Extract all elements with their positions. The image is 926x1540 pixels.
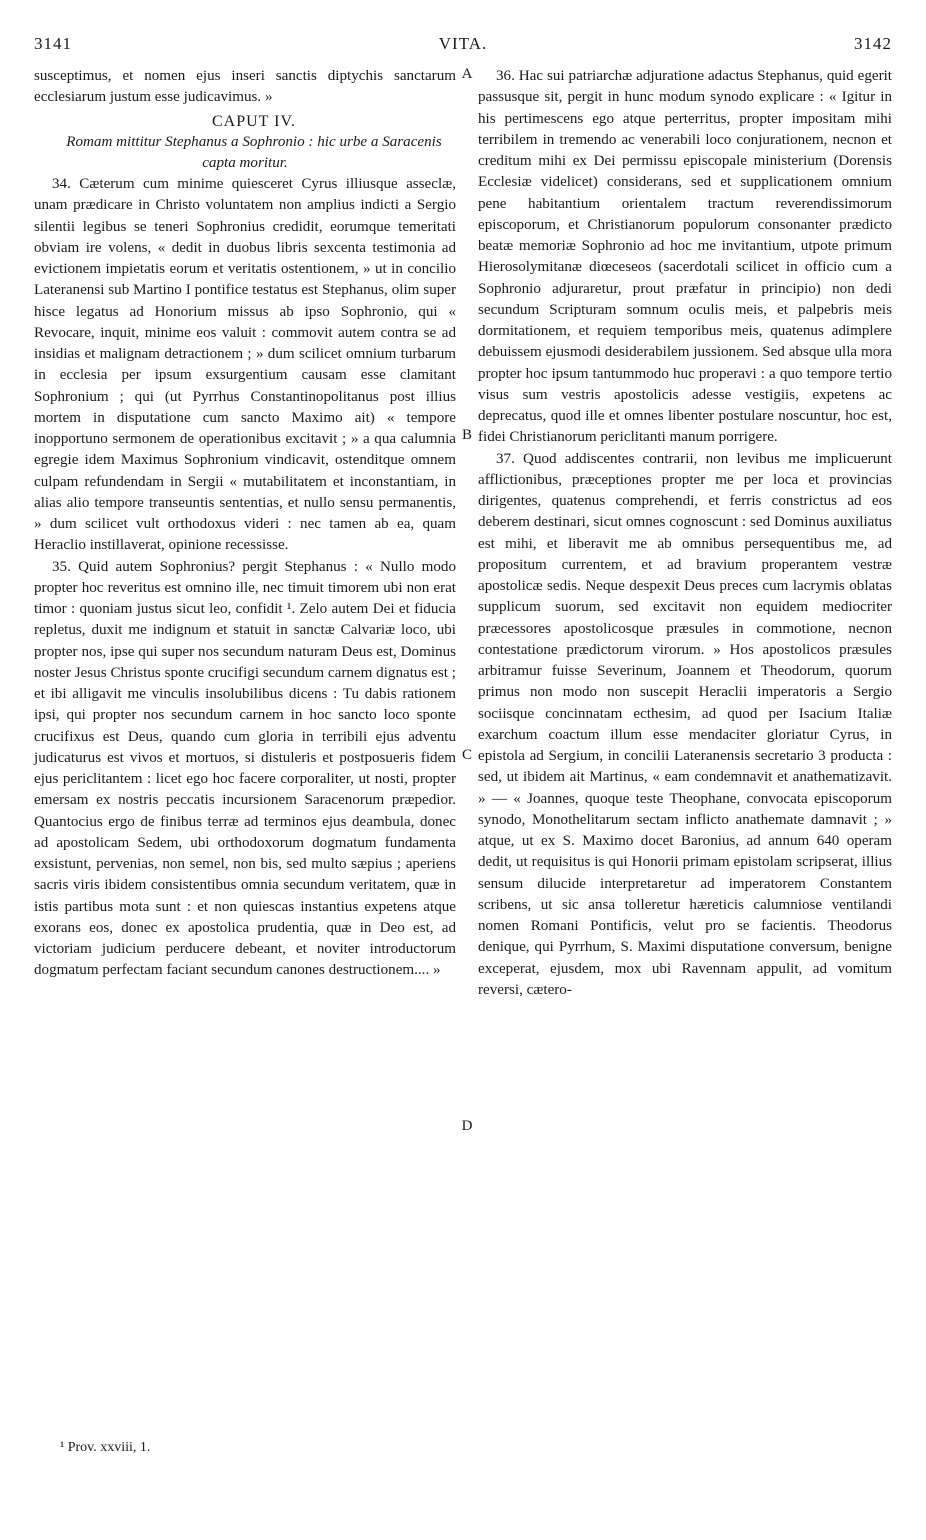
margin-letter-d: D (461, 1118, 473, 1134)
margin-letter-b: B (461, 427, 472, 443)
running-title: VITA. (438, 34, 488, 53)
chapter-heading: CAPUT IV. (212, 112, 296, 130)
right-column (478, 66, 892, 1001)
footnote: ¹ Prov. xxviii, 1. (60, 1440, 151, 1455)
left-page-number: 3141 (34, 34, 72, 53)
margin-letter-a: A (461, 66, 473, 82)
margin-letter-c: C (461, 747, 472, 763)
chapter-argument: Romam mittitur Stephanus a Sophronio : hic urbe a Saracenis capta moritur. (66, 133, 442, 171)
opening-paragraph: susceptimus, et nomen ejus inseri sanctis diptychis sanctarum ecclesiarum justum esse judicavimus. » (34, 68, 456, 106)
paragraph-37: 37. Quod addiscentes contrarii, non levibus me implicuerunt afflictionibus, præceptiones propter me per loca et provincias dirigentes, quatenus comprehendi, et ferris constrictus ad eos deberem destinari, sicut omnes cognoscunt : sed Dominus auxiliatus est mihi, et liberavit me ab omnibus persequentibus me, ad propositum currentem, et ad bravium properantem vestræ apostolicæ sedis. Neque despexit Deus preces cum lacrymis oblatas supplicum suorum, sed excitavit non equidem mediocriter præcessores apostolicosque præsules in commotione, necnon contestatione prædictorum virorum. » Hos apostolicos præsules arbitramur fuisse Severinum, Joannem et Theodorum, quorum primus non modo non suscepit Heraclii imperatoris a Sergio sociisque concinnatam ecthesim, ad quod per Isacium Italiæ exarchum coactum illum esse mendaciter gloriatur Cyrus, in epistola ad Sergium, in concilii Lateranensis secretario 3 producta : sed, ut ibidem ait Martinus, « eam condemnavit et anathematizavit. » — « Joannes, quoque teste Theophane, convocata episcoporum synodo, Monothelitarum sectam inflicto anathemate damnavit ; » atque, ut ex S. Maximo docet Baronius, ad annum 640 operam dedit, ut requisitus is qui Honorii primam epistolam scripserat, illius sensum dilucide interpretaretur ad imperatorem Constantem scribens, ut sic ansa tolleretur hæreticis calumniose ventilandi nomen Romani Pontificis, velut pro se facientis. Theodorus denique, qui Pyrrhum, S. Maximi disputatione conversum, benigne exceperat, ejusdem, mox ubi Ravennam appulit, ad vomitum reversi, cætero- (478, 450, 892, 998)
paragraph-35: 35. Quid autem Sophronius? pergit Stephanus : « Nullo modo propter hoc reveritus est omnino ille, nec timuit timorem ubi non erat timor : quoniam justus sicut leo, confidit ¹. Zelo autem Dei et fiducia repletus, duxit me indignum et statuit in sanctæ Calvariæ loco, ubi propter nos, ipse qui super nos secundum naturam Deus est, Dominus noster Jesus Christus sponte crucifigi secundum carnem dignatus est ; et ibi alligavit me vinculis insolubilibus dicens : Tu dabis rationem ipsi, qui propter nos secundum carnem in hoc sancto loco sponte crucifixus est Deus, quando cum gloria in terribili ejus adventu judicaturus est vivos et mortuos, si distuleris et postposueris fidem ejus periclitantem : licet ego hoc facere corporaliter, ut nosti, propter emersam ex nostris peccatis incursionem Saracenorum præpedior. Quantocius ergo de finibus terræ ad terminos ejus deambula, donec ad apostolicam Sedem, ubi orthodoxorum dogmatum fundamenta exsistunt, pervenias, non semel, non bis, sed multo sæpius ; aperiens sacris viris ibidem consistentibus omnia secundum veritatem, quæ in istis partibus mota sunt : et non quiescas instantius expetens atque exorans eos, donec ex apostolica prudentia, quæ in Deo est, ad victoriam judicium perducere debeant, et noviter introductorum dogmatum perfectam faciant secundum canones destructionem.... » (34, 558, 456, 979)
left-column (34, 66, 456, 982)
right-page-number: 3142 (854, 34, 892, 53)
page-header (34, 34, 892, 60)
paragraph-36: 36. Hac sui patriarchæ adjuratione adactus Stephanus, quid egerit passusque sit, pergit in hunc modum synodo explicare : « Igitur in his pertimescens ego atque perterritus, propter impositam mihi terribilem in tremendo ac venerabili loco conjurationem, necnon et creditum mihi ex Dei permissu episcopale ministerium (Dorensis Ecclesiæ videlicet) considerans, sed et supplicationem omnium pene habitantium orientalem tractum reverendissimorum episcoporum, et Christianorum populorum consonanter prædicto beatæ memoriæ Sophronio ad hoc me invitantium, utpote primum Hierosolymitanæ diœceseos (sacerdotali scilicet in officio cum a Sophronio adjuraretur, prout præfatur in principio) non dedi secundum Scripturam somnum oculis meis, et palpebris meis dormitationem, et requiem temporibus meis, quatenus adimplere debuissem ejusmodi desiderabilem jussionem. Sed absque ulla mora propter hoc ipsum tantummodo huc properavi : a quo tempore tertio visus sum vestris apostolicis adesse vestigiis, expetens ac deprecatus, quod ille et omnes libenter postulare noscuntur, hoc est, fidei Christianorum periclitanti manum porrigere. (478, 68, 892, 446)
paragraph-34: 34. Cæterum cum minime quiesceret Cyrus illiusque asseclæ, unam prædicare in Christo voluntatem non amplius indicti a Sergio silentii legibus se teneri Sophronius credidit, eorumque temeritati obviam ire volens, « dedit in duobus libris sexcenta testimonia ad evictionem impietatis eorum et veritatis ostentionem, » ut in concilio Lateranensi sub Martino I pontifice testatus est Stephanus, olim super hisce legatus ad Honorium missus ab ipso Sophronio, qui « Revocare, inquit, minime eos valuit : commovit autem contra se ad insidias et malignam detractionem ; » dum scilicet omnium turbarum in ecclesia per ipsum exsurgentium causam esse clamitant Sophronium ; qui (ut Pyrrhus Constantinopolitanus post illius mortem in disputatione cum sancto Maximo ait) « tempore inopportuno sermonem de operationibus excitavit ; » a qua calumnia egregie idem Maximus Sophronium vindicavit, ostenditque omnem culpam refundendam in Sergii « mutabilitatem et inconstantiam, in alias alio tempore transeuntis sententias, et nullo sensu permanentis, » dum scilicet vult orthodoxus videri : nec tamen ab ea, quam Heraclio instillaverat, opinione recessisse. (34, 176, 456, 554)
